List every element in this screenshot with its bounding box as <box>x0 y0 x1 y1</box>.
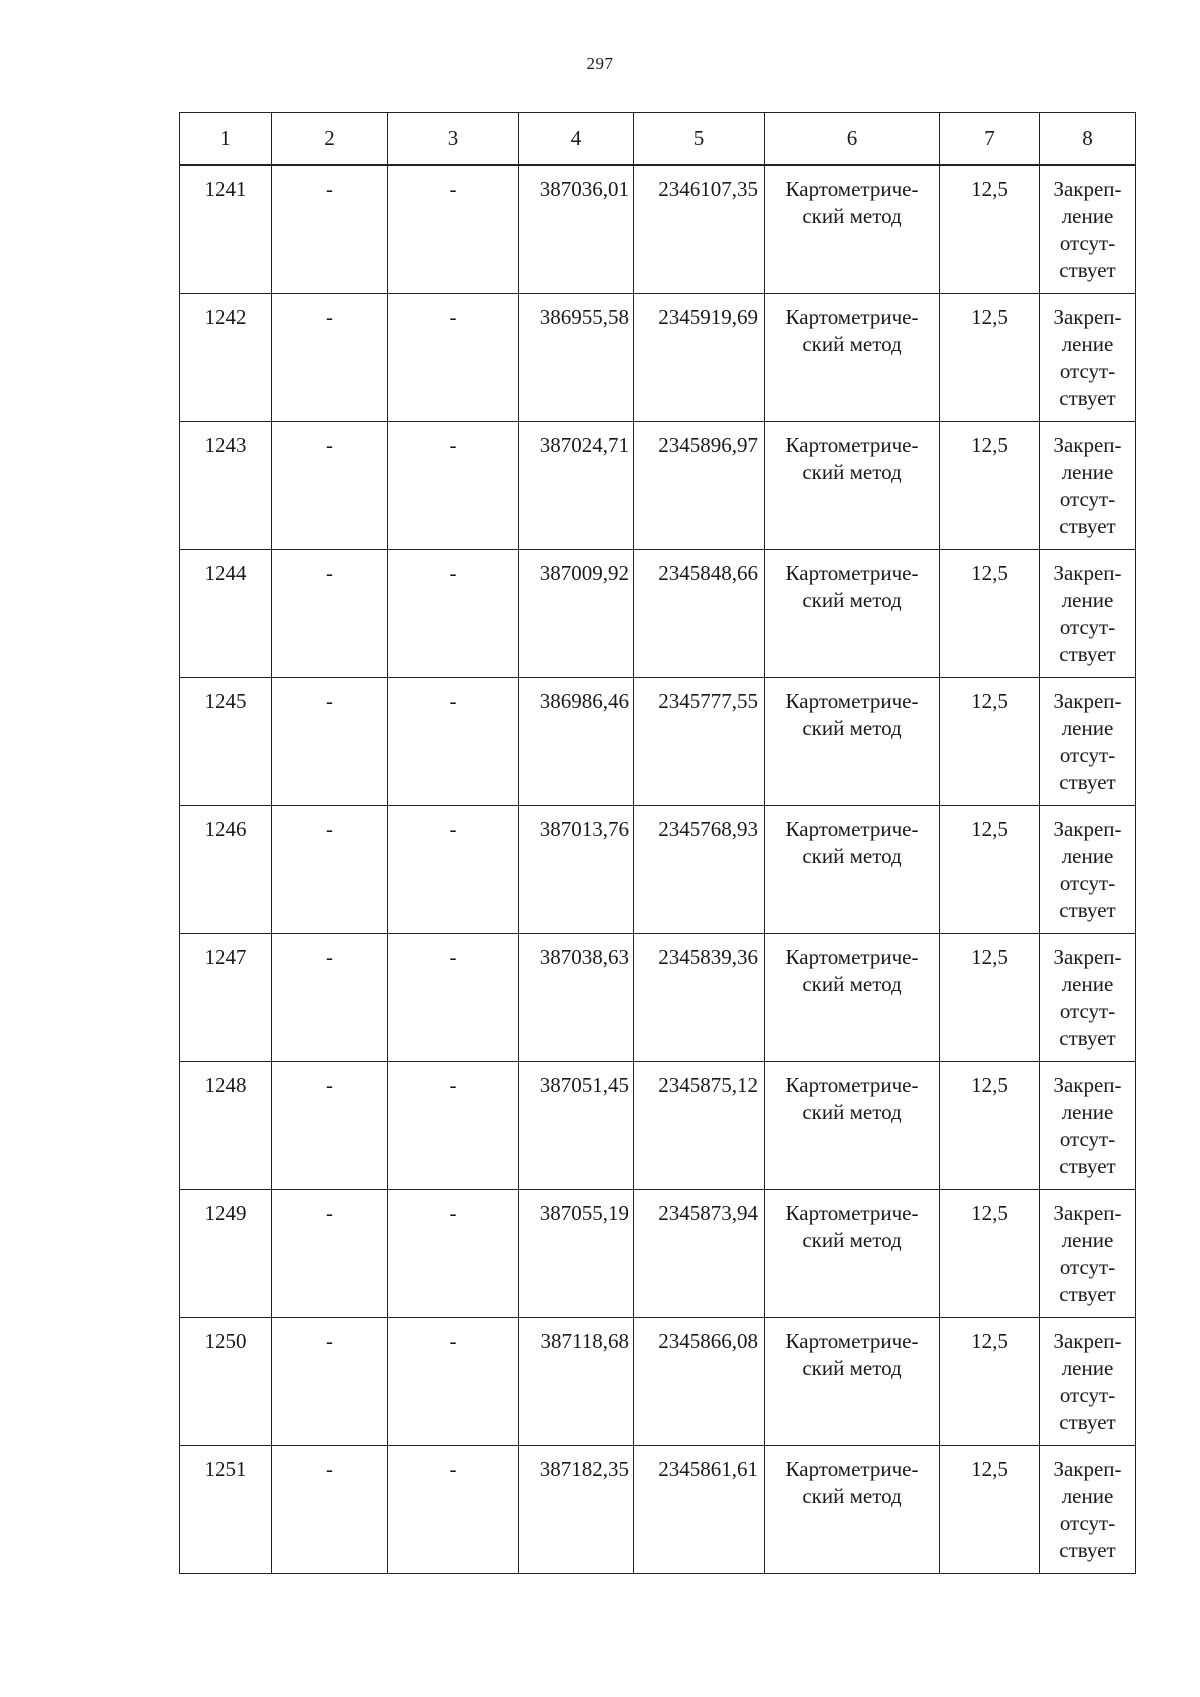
x-coordinate-cell: 386986,46 <box>519 677 634 805</box>
fixation-line: ствует <box>1059 897 1116 922</box>
accuracy-cell: 12,5 <box>940 549 1040 677</box>
method-cell <box>765 293 940 421</box>
table-row <box>180 549 1136 677</box>
fixation-line: отсут- <box>1059 1254 1116 1279</box>
method-line: ский метод <box>802 1483 902 1508</box>
y-coordinate-cell: 2346107,35 <box>634 165 765 293</box>
col-3-cell: - <box>388 677 519 805</box>
fixation-cell <box>1040 165 1136 293</box>
method-line: Картометриче- <box>785 560 919 585</box>
col-3-cell: - <box>388 1317 519 1445</box>
fixation-line: ление <box>1061 1355 1114 1380</box>
col-2-cell: - <box>272 549 388 677</box>
fixation-cell <box>1040 1317 1136 1445</box>
fixation-cell <box>1040 549 1136 677</box>
method-line: ский метод <box>802 459 902 484</box>
y-coordinate-cell: 2345896,97 <box>634 421 765 549</box>
table-row <box>180 1189 1136 1317</box>
col-3-cell: - <box>388 421 519 549</box>
fixation-cell <box>1040 933 1136 1061</box>
y-coordinate-cell: 2345875,12 <box>634 1061 765 1189</box>
fixation-line: отсут- <box>1059 1126 1116 1151</box>
header-row <box>180 113 1136 166</box>
point-number-cell: 1241 <box>180 165 272 293</box>
accuracy-cell: 12,5 <box>940 805 1040 933</box>
fixation-line: ление <box>1061 1483 1114 1508</box>
method-line: ский метод <box>802 843 902 868</box>
accuracy-cell: 12,5 <box>940 1445 1040 1573</box>
method-line: ский метод <box>802 331 902 356</box>
fixation-line: ление <box>1061 1099 1114 1124</box>
col-3-cell: - <box>388 805 519 933</box>
table-header <box>180 113 1136 166</box>
method-cell <box>765 933 940 1061</box>
fixation-line: отсут- <box>1059 998 1116 1023</box>
page-number: 297 <box>586 54 614 73</box>
method-cell <box>765 421 940 549</box>
fixation-line: Закреп- <box>1053 1072 1122 1097</box>
col-2-cell: - <box>272 293 388 421</box>
point-number-cell: 1248 <box>180 1061 272 1189</box>
table-row <box>180 805 1136 933</box>
fixation-line: Закреп- <box>1053 177 1122 201</box>
accuracy-cell: 12,5 <box>940 1317 1040 1445</box>
fixation-line: отсут- <box>1059 614 1116 639</box>
fixation-line: Закреп- <box>1053 560 1122 585</box>
y-coordinate-cell: 2345777,55 <box>634 677 765 805</box>
fixation-cell <box>1040 421 1136 549</box>
point-number-cell: 1249 <box>180 1189 272 1317</box>
x-coordinate-cell: 387036,01 <box>519 165 634 293</box>
col-2-cell: - <box>272 421 388 549</box>
fixation-cell <box>1040 1061 1136 1189</box>
header-cell-2: 2 <box>272 113 388 166</box>
header-cell-4: 4 <box>519 113 634 166</box>
fixation-cell <box>1040 293 1136 421</box>
col-3-cell: - <box>388 293 519 421</box>
point-number-cell: 1251 <box>180 1445 272 1573</box>
point-number-cell: 1246 <box>180 805 272 933</box>
fixation-line: Закреп- <box>1053 1200 1122 1225</box>
method-cell <box>765 1445 940 1573</box>
method-line: Картометриче- <box>785 1456 919 1481</box>
col-3-cell: - <box>388 933 519 1061</box>
col-2-cell: - <box>272 805 388 933</box>
method-cell <box>765 1061 940 1189</box>
method-line: Картометриче- <box>785 1072 919 1097</box>
method-line: Картометриче- <box>785 816 919 841</box>
fixation-line: Закреп- <box>1053 432 1122 457</box>
x-coordinate-cell: 387055,19 <box>519 1189 634 1317</box>
fixation-line: ствует <box>1059 385 1116 410</box>
method-line: Картометриче- <box>785 688 919 713</box>
accuracy-cell: 12,5 <box>940 293 1040 421</box>
coordinates-table <box>179 112 1136 1574</box>
method-line: Картометриче- <box>785 1328 919 1353</box>
accuracy-cell: 12,5 <box>940 165 1040 293</box>
fixation-line: Закреп- <box>1053 304 1122 329</box>
y-coordinate-cell: 2345861,61 <box>634 1445 765 1573</box>
fixation-line: ление <box>1061 331 1114 356</box>
accuracy-cell: 12,5 <box>940 933 1040 1061</box>
method-line: ский метод <box>802 587 902 612</box>
y-coordinate-cell: 2345768,93 <box>634 805 765 933</box>
fixation-line: ствует <box>1059 769 1116 794</box>
method-line: Картометриче- <box>785 304 919 329</box>
method-line: Картометриче- <box>785 432 919 457</box>
fixation-line: ствует <box>1059 513 1116 538</box>
point-number-cell: 1245 <box>180 677 272 805</box>
fixation-line: отсут- <box>1059 1510 1116 1535</box>
x-coordinate-cell: 387024,71 <box>519 421 634 549</box>
method-line: Картометриче- <box>785 1200 919 1225</box>
col-2-cell: - <box>272 1189 388 1317</box>
fixation-line: Закреп- <box>1053 688 1122 713</box>
col-3-cell: - <box>388 1189 519 1317</box>
fixation-cell <box>1040 1445 1136 1573</box>
col-3-cell: - <box>388 1061 519 1189</box>
table-row <box>180 1061 1136 1189</box>
fixation-line: ление <box>1061 1227 1114 1252</box>
x-coordinate-cell: 387051,45 <box>519 1061 634 1189</box>
fixation-line: отсут- <box>1059 742 1116 767</box>
table-row <box>180 421 1136 549</box>
method-line: ский метод <box>802 971 902 996</box>
method-line: Картометриче- <box>785 944 919 969</box>
method-line: ский метод <box>802 715 902 740</box>
fixation-line: Закреп- <box>1053 1456 1122 1481</box>
fixation-line: Закреп- <box>1053 1328 1122 1353</box>
point-number-cell: 1242 <box>180 293 272 421</box>
method-cell <box>765 1189 940 1317</box>
y-coordinate-cell: 2345848,66 <box>634 549 765 677</box>
fixation-line: Закреп- <box>1053 944 1122 969</box>
fixation-line: отсут- <box>1059 486 1116 511</box>
fixation-line: Закреп- <box>1053 816 1122 841</box>
fixation-line: ствует <box>1059 1537 1116 1562</box>
method-cell <box>765 549 940 677</box>
point-number-cell: 1247 <box>180 933 272 1061</box>
table-row <box>180 293 1136 421</box>
fixation-line: отсут- <box>1059 1382 1116 1407</box>
header-cell-6: 6 <box>765 113 940 166</box>
accuracy-cell: 12,5 <box>940 1061 1040 1189</box>
fixation-cell <box>1040 1189 1136 1317</box>
fixation-line: ление <box>1061 843 1114 868</box>
fixation-line: ление <box>1061 459 1114 484</box>
col-3-cell: - <box>388 549 519 677</box>
fixation-line: ление <box>1061 587 1114 612</box>
y-coordinate-cell: 2345839,36 <box>634 933 765 1061</box>
point-number-cell: 1244 <box>180 549 272 677</box>
accuracy-cell: 12,5 <box>940 421 1040 549</box>
fixation-line: ствует <box>1059 258 1116 282</box>
fixation-line: ствует <box>1059 1153 1116 1178</box>
point-number-cell: 1250 <box>180 1317 272 1445</box>
fixation-line: отсут- <box>1059 358 1116 383</box>
fixation-line: ствует <box>1059 641 1116 666</box>
fixation-line: ление <box>1061 715 1114 740</box>
table-row <box>180 1317 1136 1445</box>
y-coordinate-cell: 2345866,08 <box>634 1317 765 1445</box>
header-cell-3: 3 <box>388 113 519 166</box>
point-number-cell: 1243 <box>180 421 272 549</box>
fixation-line: ствует <box>1059 1025 1116 1050</box>
col-2-cell: - <box>272 1061 388 1189</box>
col-2-cell: - <box>272 1317 388 1445</box>
x-coordinate-cell: 387182,35 <box>519 1445 634 1573</box>
col-2-cell: - <box>272 165 388 293</box>
x-coordinate-cell: 387013,76 <box>519 805 634 933</box>
fixation-line: ствует <box>1059 1281 1116 1306</box>
table-row <box>180 677 1136 805</box>
table-row <box>180 1445 1136 1573</box>
method-line: ский метод <box>802 1355 902 1380</box>
x-coordinate-cell: 387009,92 <box>519 549 634 677</box>
method-cell <box>765 677 940 805</box>
header-cell-7: 7 <box>940 113 1040 166</box>
header-cell-5: 5 <box>634 113 765 166</box>
table-body <box>180 165 1136 1573</box>
method-line: Картометриче- <box>785 177 919 201</box>
fixation-line: ление <box>1061 971 1114 996</box>
fixation-line: ствует <box>1059 1409 1116 1434</box>
fixation-line: ление <box>1061 204 1114 228</box>
fixation-cell <box>1040 805 1136 933</box>
method-cell <box>765 805 940 933</box>
y-coordinate-cell: 2345873,94 <box>634 1189 765 1317</box>
fixation-line: отсут- <box>1059 870 1116 895</box>
accuracy-cell: 12,5 <box>940 1189 1040 1317</box>
table-row <box>180 165 1136 293</box>
fixation-line: отсут- <box>1059 231 1116 255</box>
y-coordinate-cell: 2345919,69 <box>634 293 765 421</box>
method-cell <box>765 165 940 293</box>
fixation-cell <box>1040 677 1136 805</box>
x-coordinate-cell: 387118,68 <box>519 1317 634 1445</box>
method-line: ский метод <box>802 1227 902 1252</box>
col-2-cell: - <box>272 1445 388 1573</box>
col-2-cell: - <box>272 933 388 1061</box>
method-cell <box>765 1317 940 1445</box>
method-line: ский метод <box>802 1099 902 1124</box>
x-coordinate-cell: 386955,58 <box>519 293 634 421</box>
col-2-cell: - <box>272 677 388 805</box>
col-3-cell: - <box>388 165 519 293</box>
header-cell-1: 1 <box>180 113 272 166</box>
table-row <box>180 933 1136 1061</box>
x-coordinate-cell: 387038,63 <box>519 933 634 1061</box>
header-cell-8: 8 <box>1040 113 1136 166</box>
method-line: ский метод <box>802 204 902 228</box>
col-3-cell: - <box>388 1445 519 1573</box>
accuracy-cell: 12,5 <box>940 677 1040 805</box>
